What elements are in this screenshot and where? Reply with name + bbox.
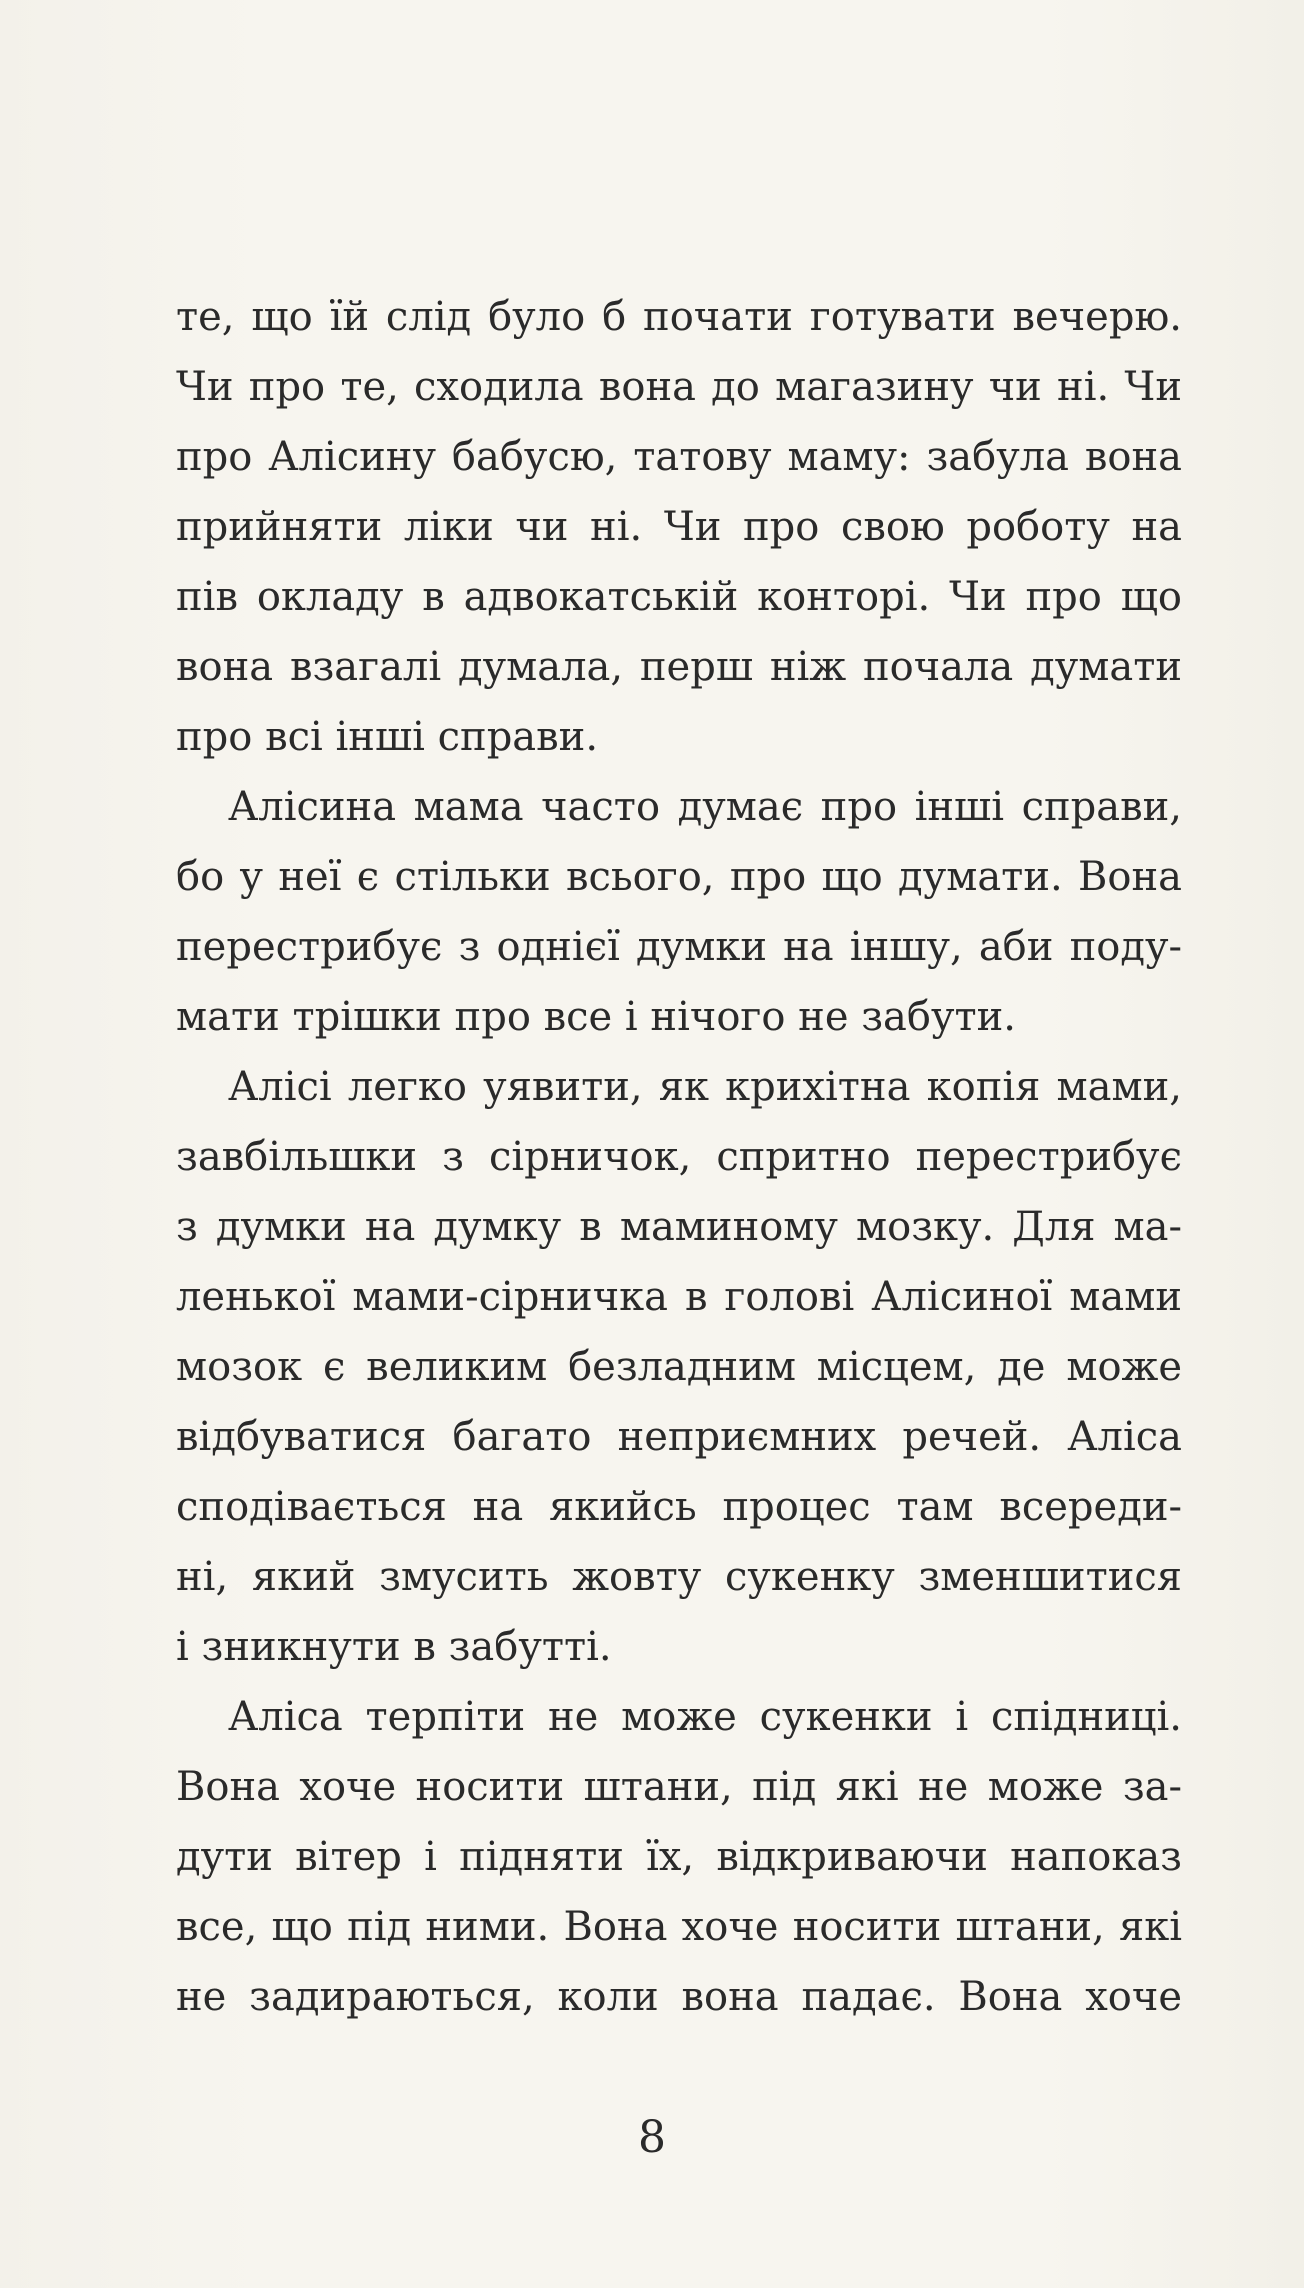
- text-line: ні, який змусить жовту сукенку зменшитися: [176, 1554, 1182, 1600]
- text-line: те, що їй слід було б почати готувати вечерю.: [176, 294, 1182, 340]
- text-line: бо у неї є стільки всього, про що думати. Вона: [176, 854, 1182, 900]
- text-line: мати трішки про все і нічого не забути.: [176, 994, 1016, 1040]
- text-line: мозок є великим безладним місцем, де може: [176, 1344, 1182, 1390]
- text-line: і зникнути в забутті.: [176, 1624, 612, 1670]
- text-line: про Алісину бабусю, татову маму: забула вона: [176, 434, 1182, 480]
- text-line: Чи про те, сходила вона до магазину чи ні. Чи: [176, 364, 1182, 410]
- text-line: все, що під ними. Вона хоче носити штани, які: [176, 1904, 1182, 1950]
- text-line: прийняти ліки чи ні. Чи про свою роботу на: [176, 504, 1182, 550]
- text-line: з думки на думку в маминому мозку. Для ма-: [176, 1204, 1182, 1250]
- text-line: сподівається на якийсь процес там всереди-: [176, 1484, 1182, 1530]
- text-line: Аліса терпіти не може сукенки і спідниці.: [228, 1694, 1182, 1740]
- page-number: 8: [638, 2112, 666, 2163]
- text-line: не задираються, коли вона падає. Вона хоче: [176, 1974, 1182, 2020]
- text-line: про всі інші справи.: [176, 714, 599, 760]
- text-line: перестрибує з однієї думки на іншу, аби поду-: [176, 924, 1182, 970]
- text-line: пів окладу в адвокатській конторі. Чи про що: [176, 574, 1182, 620]
- text-line: Алісі легко уявити, як крихітна копія мами,: [228, 1064, 1182, 1110]
- text-line: завбільшки з сірничок, спритно перестрибує: [176, 1134, 1182, 1180]
- text-line: Вона хоче носити штани, під які не може за-: [176, 1764, 1182, 1810]
- text-line: ленької мами-сірничка в голові Алісиної мами: [176, 1274, 1182, 1320]
- text-line: відбуватися багато неприємних речей. Аліса: [176, 1414, 1182, 1460]
- text-line: вона взагалі думала, перш ніж почала думати: [176, 644, 1182, 690]
- text-line: Алісина мама часто думає про інші справи,: [228, 784, 1182, 830]
- body-text: [176, 282, 1182, 2032]
- text-line: дути вітер і підняти їх, відкриваючи напоказ: [176, 1834, 1182, 1880]
